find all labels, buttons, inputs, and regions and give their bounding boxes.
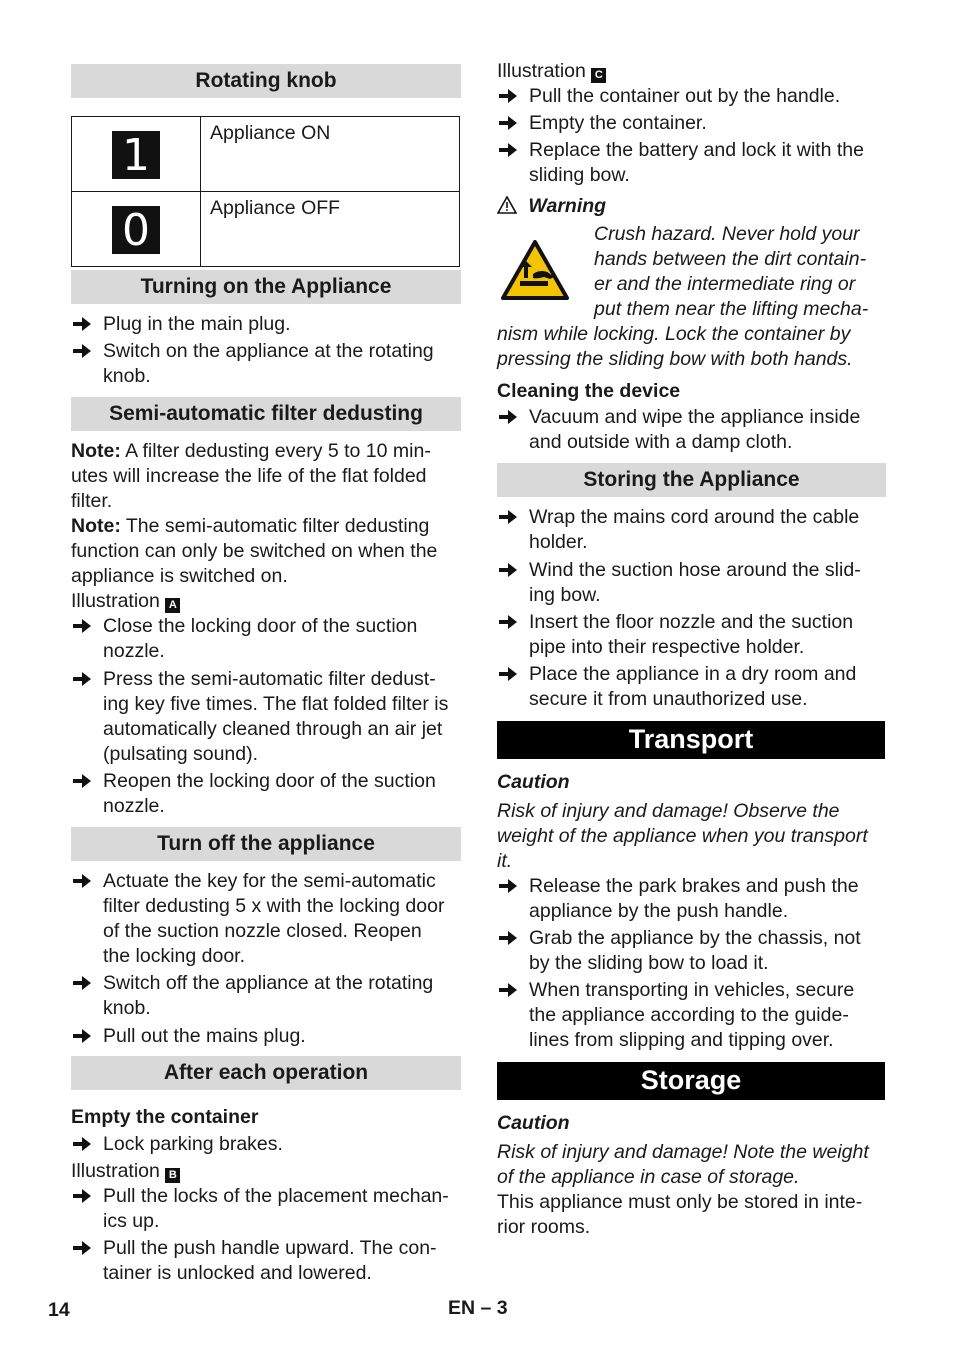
arrow-right-icon [499,510,517,524]
arrow-right-icon [73,344,91,358]
storage-caution-text: Risk of injury and damage! Note the weight of the appliance in case of storage. [497,1141,869,1188]
filter-dedusting-heading: Semi-automatic filter dedusting [71,397,461,431]
cleaning-subheading: Cleaning the device [497,380,681,402]
arrow-right-icon [73,774,91,788]
arrow-right-icon [73,874,91,888]
storage-heading: Storage [497,1062,885,1100]
list-item: Release the park brakes and push the appliance by the push handle. [497,874,886,924]
illustration-a-badge: A [165,598,180,613]
list-item: Actuate the key for the semi-automatic filter dedusting 5 x with the locking door of the suction nozzle closed. Reopen the locking door. [71,869,461,969]
warning-label: Warning [497,194,886,219]
illustration-b-badge: B [165,1168,180,1183]
arrow-right-icon [73,976,91,990]
knob-row-on [72,117,459,192]
list-item: Reopen the locking door of the suction nozzle. [71,769,461,819]
knob-off-symbol: 0 [112,206,160,254]
arrow-right-icon [73,1241,91,1255]
arrow-right-icon [499,879,517,893]
arrow-right-icon [73,317,91,331]
arrow-right-icon [499,667,517,681]
list-item: When transporting in vehicles, secure the appliance according to the guide- lines from slipping and tipping over. [497,978,886,1053]
storage-caution-label: Caution [497,1112,570,1134]
note-filter-life: Note: A filter dedusting every 5 to 10 min- utes will increase the life of the flat folded filter. [71,440,431,512]
list-item: Vacuum and wipe the appliance inside and outside with a damp cloth. [497,405,886,455]
list-item: Lock parking brakes. [71,1132,461,1157]
rotating-knob-heading: Rotating knob [71,64,461,98]
list-item: Pull the container out by the handle. [497,84,886,109]
storing-heading: Storing the Appliance [497,463,886,497]
arrow-right-icon [499,116,517,130]
list-item: Wind the suction hose around the slid- ing bow. [497,558,886,608]
transport-heading: Transport [497,721,885,759]
arrow-right-icon [73,1029,91,1043]
after-operation-heading: After each operation [71,1056,461,1090]
note-switch-on: Note: The semi-automatic filter dedusting function can only be switched on when the appliance is switched on. [71,515,438,587]
list-item: Close the locking door of the suction nozzle. [71,614,461,664]
transport-caution-text: Risk of injury and damage! Observe the weight of the appliance when you transport it. [497,800,868,872]
illustration-reference-b: Illustration B [71,1159,461,1184]
illustration-reference-a: Illustration A [71,589,461,614]
page-number: 14 [48,1299,70,1321]
crush-hazard-icon [500,239,570,301]
list-item: Insert the floor nozzle and the suction pipe into their respective holder. [497,610,886,660]
arrow-right-icon [499,143,517,157]
rotating-knob-table [71,116,460,267]
storage-text: This appliance must only be stored in inte- rior rooms. [497,1191,863,1238]
arrow-right-icon [73,619,91,633]
section-page-indicator: EN – 3 [448,1297,508,1319]
arrow-right-icon [73,1137,91,1151]
list-item: Grab the appliance by the chassis, not by the sliding bow to load it. [497,926,886,976]
list-item: Plug in the main plug. [71,312,461,337]
list-item: Switch on the appliance at the rotating knob. [71,339,461,389]
knob-off-label: Appliance OFF [210,197,341,219]
list-item: Switch off the appliance at the rotating knob. [71,971,461,1021]
warning-text-wrap: Crush hazard. Never hold your hands between the dirt contain- er and the intermediate ring or put them near the lifting mecha- [594,223,869,320]
list-item: Empty the container. [497,111,886,136]
list-item: Press the semi-automatic filter dedust- ing key five times. The flat folded filter is automatically cleaned through an air jet (pulsating sound). [71,667,461,767]
list-item: Wrap the mains cord around the cable holder. [497,505,886,555]
illustration-c-badge: C [591,68,606,83]
list-item: Replace the battery and lock it with the sliding bow. [497,138,886,188]
warning-triangle-icon [497,196,517,214]
arrow-right-icon [499,615,517,629]
list-item: Pull the locks of the placement mechan- ics up. [71,1184,461,1234]
list-item: Place the appliance in a dry room and secure it from unauthorized use. [497,662,886,712]
knob-row-off [72,192,459,266]
arrow-right-icon [73,672,91,686]
empty-container-subheading: Empty the container [71,1106,259,1128]
transport-caution-label: Caution [497,771,570,793]
arrow-right-icon [499,931,517,945]
knob-on-label: Appliance ON [210,122,331,144]
warning-text-continued: nism while locking. Lock the container by pressing the sliding bow with both hands. [497,323,853,370]
arrow-right-icon [499,410,517,424]
list-item: Pull out the mains plug. [71,1024,461,1049]
illustration-reference-c: Illustration C [497,59,886,84]
turn-off-heading: Turn off the appliance [71,827,461,861]
arrow-right-icon [499,983,517,997]
arrow-right-icon [73,1189,91,1203]
arrow-right-icon [499,89,517,103]
turning-on-heading: Turning on the Appliance [71,270,461,304]
list-item: Pull the push handle upward. The con- tainer is unlocked and lowered. [71,1236,461,1286]
arrow-right-icon [499,563,517,577]
knob-on-symbol: 1 [112,131,160,179]
